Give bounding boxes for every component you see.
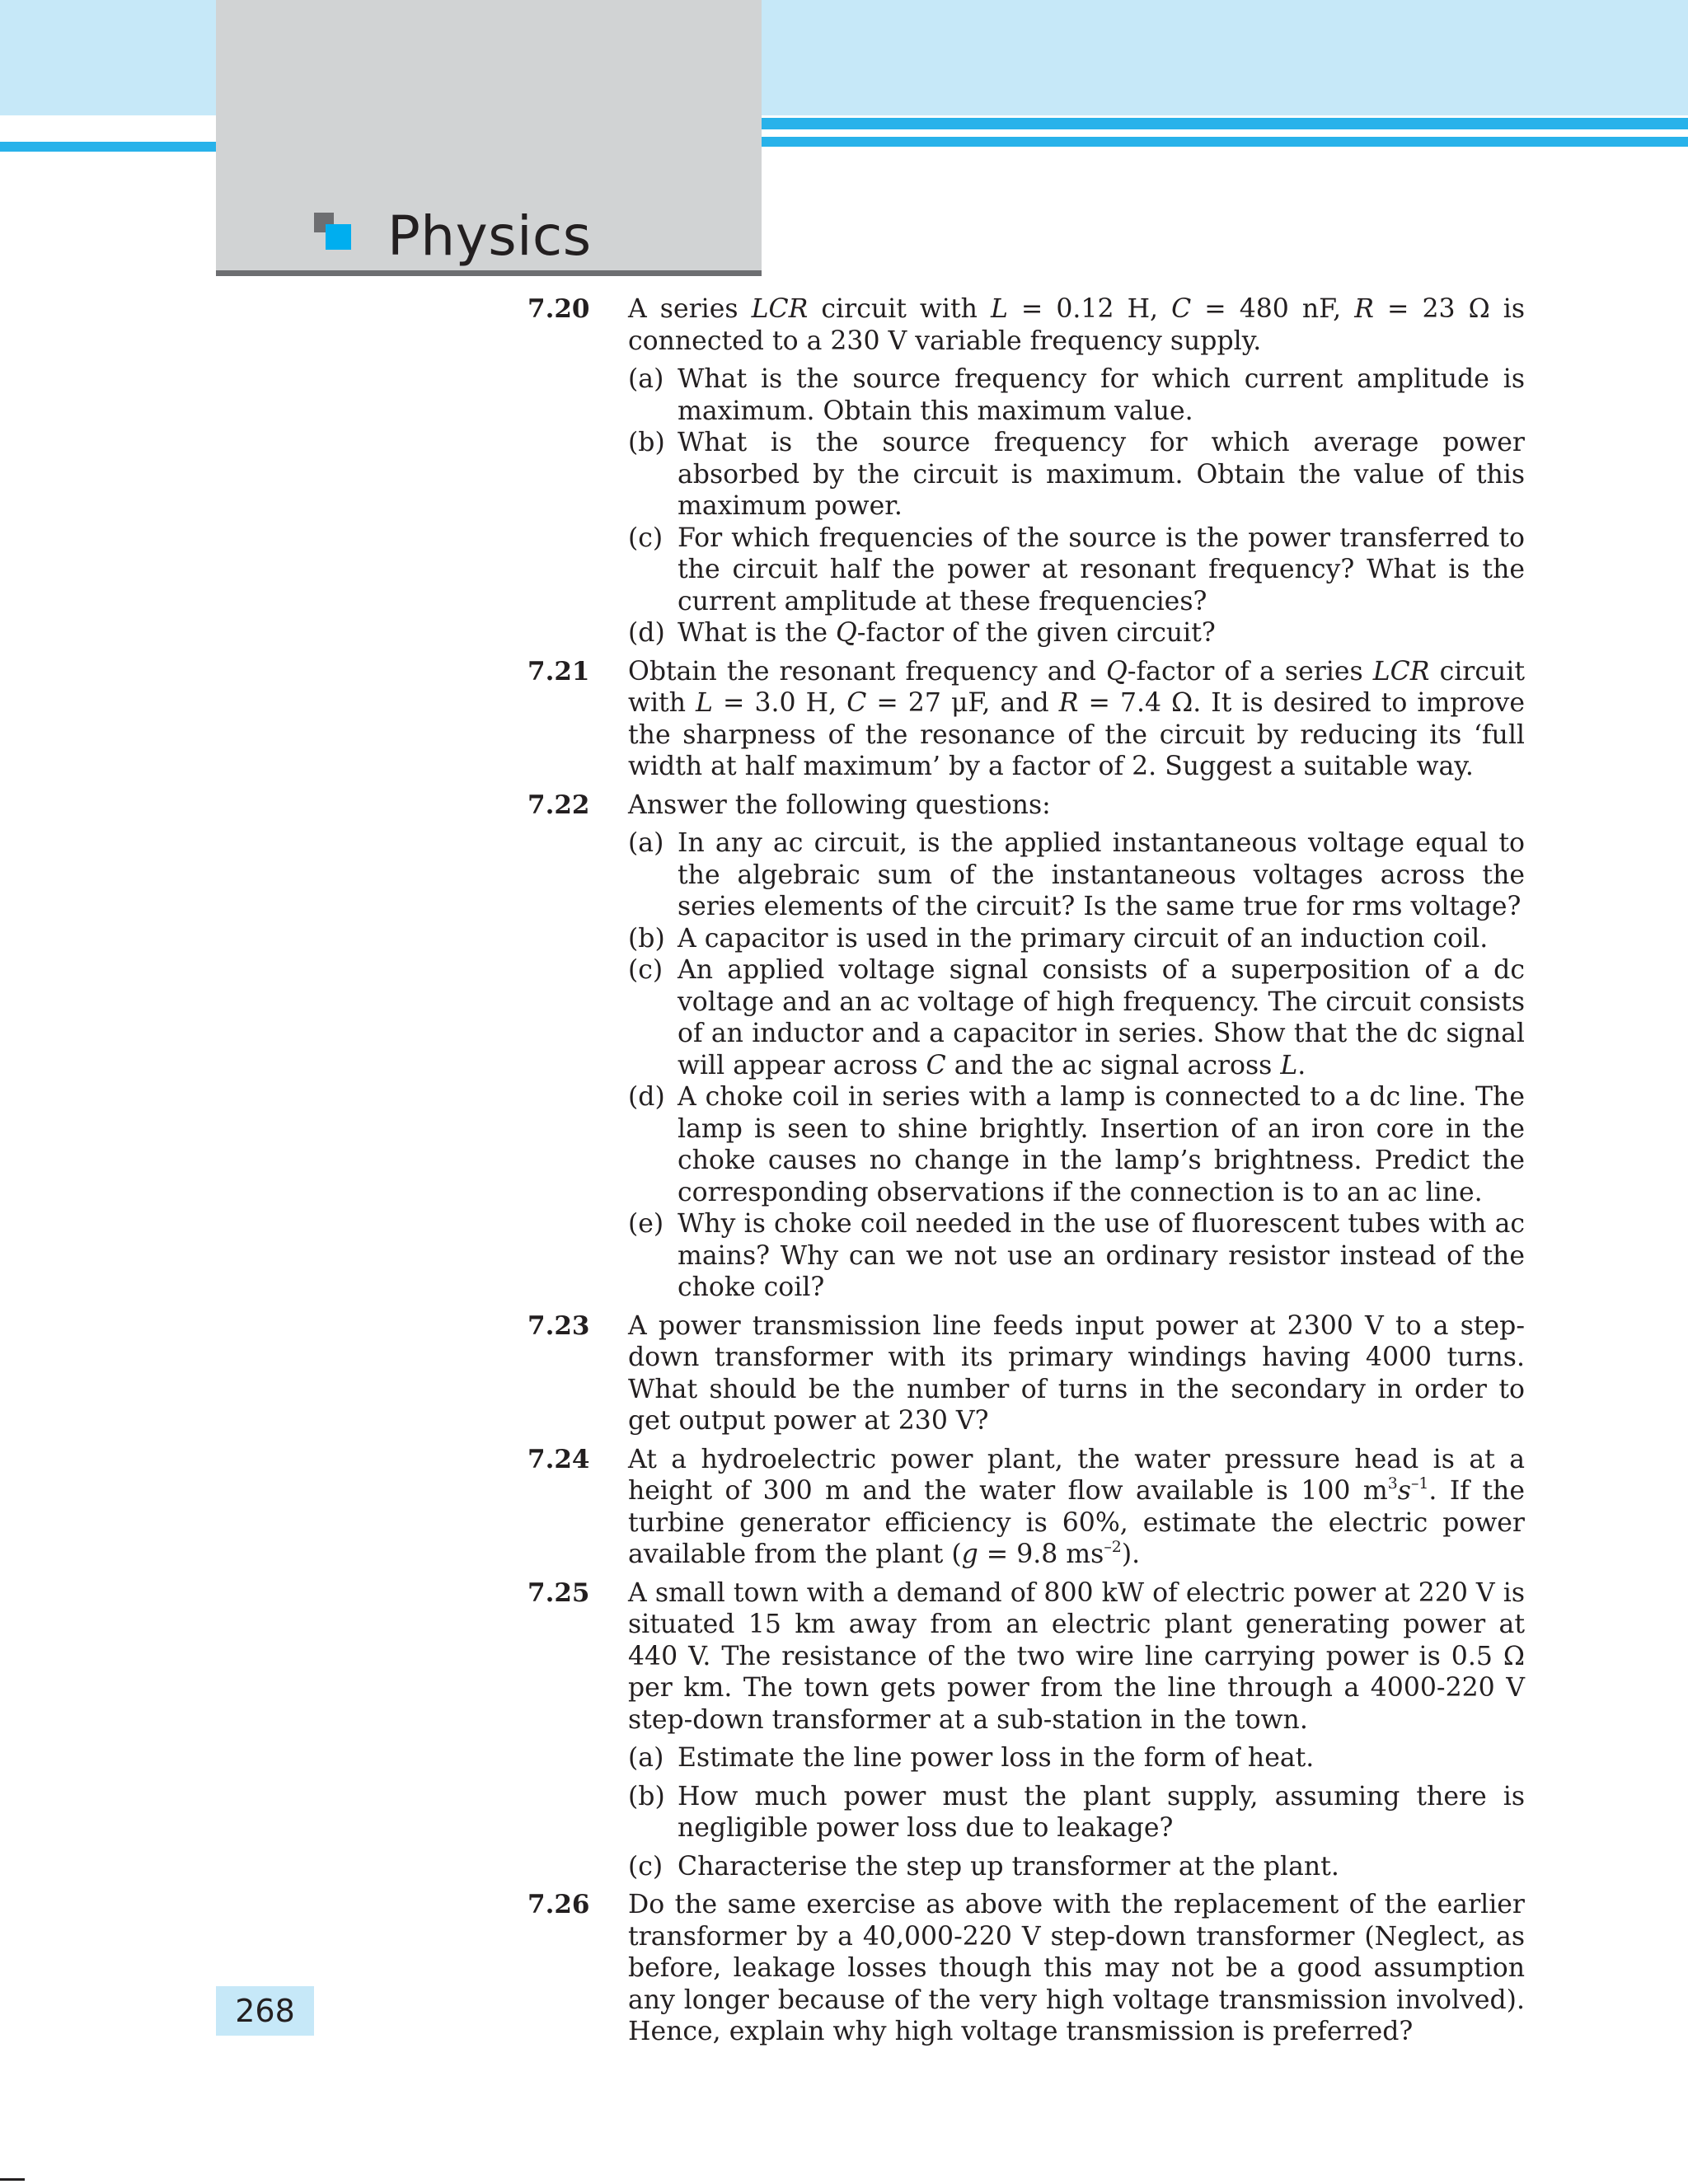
part-label: (c) bbox=[628, 1851, 663, 1882]
part-label: (d) bbox=[628, 618, 665, 648]
crop-mark bbox=[0, 2178, 25, 2181]
exercise-parts bbox=[628, 827, 1525, 1304]
exercise-7-22 bbox=[528, 790, 1525, 1304]
exercise-part bbox=[628, 1851, 1525, 1883]
exercise-text: A series LCR circuit with L = 0.12 H, C = 480 nF, R = 23 Ω is connected to a 230 V variable frequency supply. bbox=[628, 294, 1525, 356]
exercise-7-23 bbox=[528, 1310, 1525, 1437]
exercise-part bbox=[628, 954, 1525, 1081]
part-text: Estimate the line power loss in the form of heat. bbox=[678, 1743, 1315, 1773]
part-label: (c) bbox=[628, 955, 663, 985]
part-text: In any ac circuit, is the applied instantaneous voltage equal to the algebraic sum of the instantaneous voltages across the series elements of the circuit? Is the same true for rms voltage? bbox=[678, 828, 1525, 921]
part-label: (d) bbox=[628, 1082, 665, 1112]
part-label: (a) bbox=[628, 828, 664, 858]
exercise-7-25 bbox=[528, 1577, 1525, 1883]
exercise-number: 7.22 bbox=[528, 790, 590, 820]
header-stripe-right-lower bbox=[760, 137, 1688, 147]
exercise-part bbox=[628, 617, 1525, 649]
exercise-part bbox=[628, 363, 1525, 427]
subject-logo-blue-square-icon bbox=[326, 224, 351, 250]
part-text: What is the source frequency for which average power absorbed by the circuit is maximum. Obtain the value of this maximum power. bbox=[678, 428, 1525, 521]
exercise-text: A power transmission line feeds input power at 2300 V to a step-down transformer with its primary windings having 4000 turns. What should be the number of turns in the secondary in order to get output power at 230 V? bbox=[628, 1310, 1525, 1436]
part-label: (e) bbox=[628, 1209, 664, 1239]
exercise-7-20 bbox=[528, 293, 1525, 649]
exercise-7-26 bbox=[528, 1889, 1525, 2048]
exercise-part bbox=[628, 1208, 1525, 1304]
exercise-number: 7.21 bbox=[528, 656, 590, 687]
subject-title: Physics bbox=[387, 204, 592, 268]
part-label: (a) bbox=[628, 1743, 664, 1773]
part-text: An applied voltage signal consists of a superposition of a dc voltage and an ac voltage of high frequency. The circuit consists of an inductor and a capacitor in series. Show that the dc signal will appear across C and the ac signal across L. bbox=[678, 955, 1525, 1080]
exercise-text: A small town with a demand of 800 kW of electric power at 220 V is situated 15 km away from an electric plant generating power at 440 V. The resistance of the two wire line carrying power is 0.5 Ω per km. The town gets power from the line through a 4000-220 V step-down transformer at a sub-station in the town. bbox=[628, 1577, 1525, 1735]
exercise-text: Do the same exercise as above with the replacement of the earlier transformer by a 40,000-220 V step-down transformer (Neglect, as before, leakage losses though this may not be a good assumption any longer because of the very high voltage transmission involved). Hence, explain why high voltage transmission is preferred? bbox=[628, 1890, 1525, 2046]
exercise-part bbox=[628, 1742, 1525, 1774]
header-stripe-right bbox=[760, 118, 1688, 129]
part-text: Why is choke coil needed in the use of fluorescent tubes with ac mains? Why can we not use an ordinary resistor instead of the choke coil? bbox=[678, 1209, 1525, 1302]
header-underline bbox=[216, 270, 762, 276]
part-text: What is the source frequency for which current amplitude is maximum. Obtain this maximum value. bbox=[678, 364, 1525, 426]
part-text: A capacitor is used in the primary circuit of an induction coil. bbox=[678, 923, 1489, 954]
part-text: What is the Q-factor of the given circuit? bbox=[678, 618, 1216, 648]
exercise-list bbox=[528, 293, 1525, 2048]
exercise-7-21 bbox=[528, 656, 1525, 783]
header-stripe-left bbox=[0, 142, 216, 152]
exercise-7-24 bbox=[528, 1444, 1525, 1571]
exercise-text: Obtain the resonant frequency and Q-factor of a series LCR circuit with L = 3.0 H, C = 27 μF, and R = 7.4 Ω. It is desired to improve the sharpness of the resonance of the circuit by reducing its ‘full width at half maximum’ by a factor of 2. Suggest a suitable way. bbox=[628, 656, 1525, 781]
exercise-part bbox=[628, 1781, 1525, 1844]
part-label: (b) bbox=[628, 923, 665, 954]
part-text: A choke coil in series with a lamp is connected to a dc line. The lamp is seen to shine brightly. Insertion of an iron core in the choke causes no change in the lamp’s brightness. Predict the corresponding observations if the connection is to an ac line. bbox=[678, 1082, 1525, 1207]
exercise-text: Answer the following questions: bbox=[628, 790, 1051, 820]
exercise-parts bbox=[628, 1742, 1525, 1882]
exercise-text: At a hydroelectric power plant, the water pressure head is at a height of 300 m and the water flow available is 100 $m^3s^{-1}$. If the turbine generator efficiency is 60%, estimate the electric power available from the plant (g = 9.8 $ms^{-2}$). bbox=[628, 1444, 1525, 1569]
exercise-part bbox=[628, 427, 1525, 523]
part-label: (c) bbox=[628, 523, 663, 553]
exercise-number: 7.25 bbox=[528, 1577, 590, 1608]
exercise-parts bbox=[628, 363, 1525, 649]
part-text: Characterise the step up transformer at the plant. bbox=[678, 1851, 1339, 1882]
exercise-part bbox=[628, 523, 1525, 618]
part-label: (b) bbox=[628, 428, 665, 457]
part-text: How much power must the plant supply, assuming there is negligible power loss due to leakage? bbox=[678, 1781, 1525, 1843]
part-label: (b) bbox=[628, 1781, 665, 1811]
exercise-number: 7.23 bbox=[528, 1310, 590, 1341]
exercise-number: 7.24 bbox=[528, 1444, 590, 1474]
exercise-number: 7.20 bbox=[528, 294, 590, 324]
exercise-part bbox=[628, 827, 1525, 923]
part-text: For which frequencies of the source is the power transferred to the circuit half the power at resonant frequency? What is the current amplitude at these frequencies? bbox=[678, 523, 1525, 616]
exercise-part bbox=[628, 923, 1525, 955]
page-number: 268 bbox=[216, 1986, 314, 2036]
part-label: (a) bbox=[628, 364, 664, 394]
exercise-number: 7.26 bbox=[528, 1890, 590, 1919]
exercise-part bbox=[628, 1081, 1525, 1208]
